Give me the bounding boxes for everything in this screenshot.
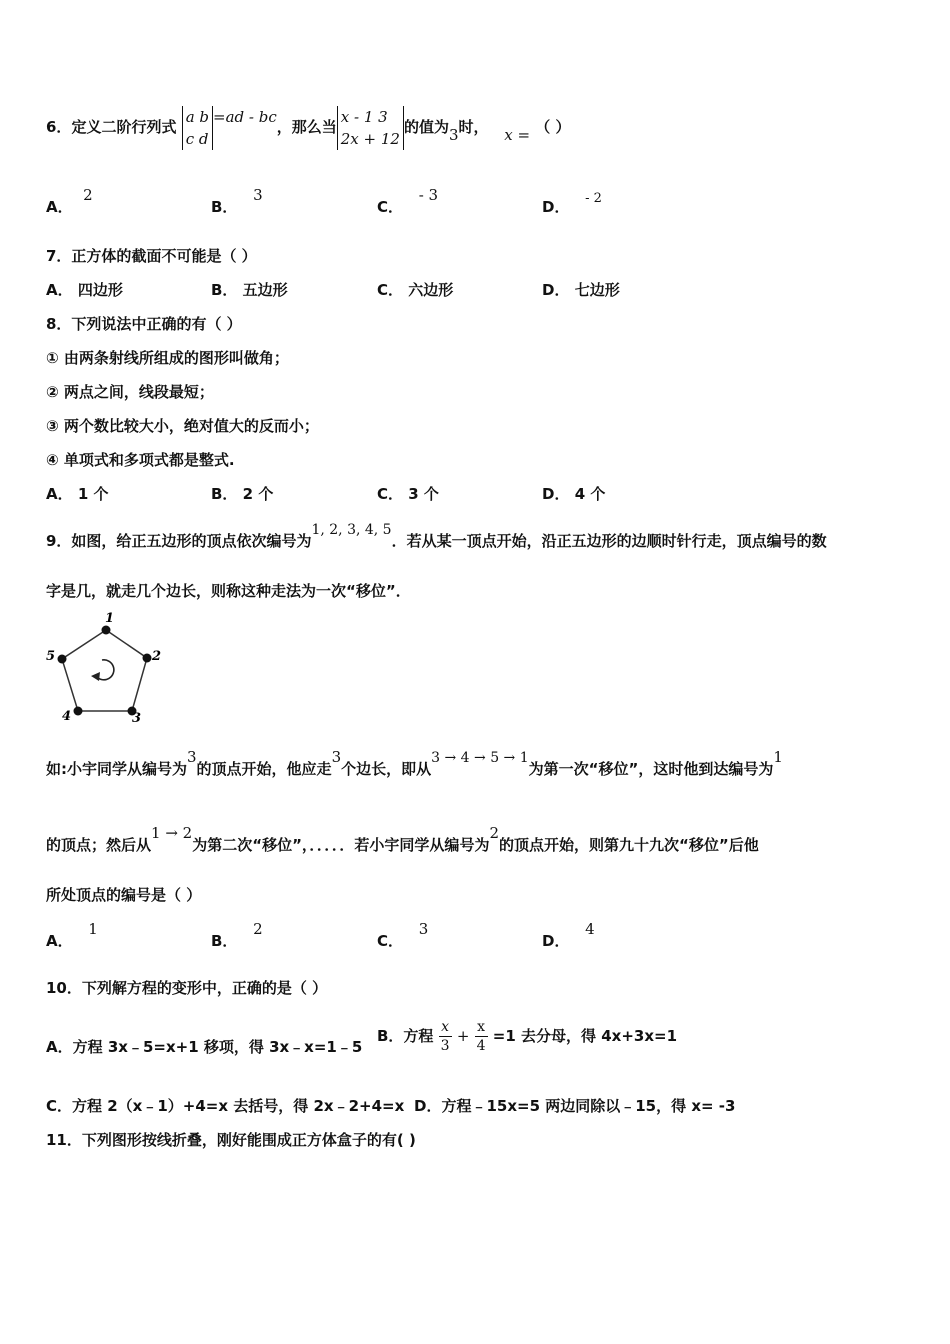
- det2-row2: 2x + 12: [340, 129, 400, 148]
- option-value: 4 个: [574, 485, 606, 503]
- option-value: 4: [585, 920, 595, 938]
- q9-ex-c: 个边长，即从: [341, 760, 432, 778]
- q10-option-b[interactable]: [377, 1014, 677, 1058]
- option-label: C．: [377, 485, 404, 503]
- q9-stem-line1: [46, 522, 827, 552]
- option-label: B．: [211, 485, 238, 503]
- q9-line5: 所处顶点的编号是（ ）: [46, 886, 202, 904]
- vertex-4-label: 4: [62, 709, 72, 724]
- determinant-1: [182, 106, 213, 150]
- option-value: 3: [418, 920, 429, 938]
- q9-ex-d: 为第一次“移位”，这时他到达编号为: [528, 760, 774, 778]
- option-value: 七边形: [574, 281, 620, 299]
- q6-mid2: 的值为: [403, 118, 449, 136]
- q8-stem: 8．下列说法中正确的有（ ）: [46, 315, 242, 333]
- frac2-denominator: 4: [476, 1038, 486, 1054]
- q9-ex-1: 1: [773, 748, 783, 766]
- option-value: 四边形: [77, 281, 123, 299]
- q9-part1: 9．如图，给正五边形的顶点依次编号为: [46, 532, 312, 550]
- q9-option-d[interactable]: [542, 920, 595, 951]
- vertex-5-label: 5: [46, 649, 56, 664]
- det2-row1: x - 1 3: [340, 107, 388, 126]
- option-value: 3: [253, 186, 263, 204]
- option-value: 2: [253, 920, 263, 938]
- q6-number: 6．: [46, 118, 72, 136]
- option-value: 2 个: [242, 485, 274, 503]
- q6-mid3: 时，: [458, 118, 489, 136]
- pentagon-outline: [62, 630, 147, 711]
- pentagon-figure: [44, 608, 174, 726]
- q9-line4-path: 1 → 2: [151, 824, 193, 842]
- q9-vertex-numbers: 1, 2, 3, 4, 5: [311, 522, 392, 538]
- q9-option-a[interactable]: [46, 920, 98, 951]
- vertex-1-dot: [102, 626, 111, 635]
- q6-stem: [46, 102, 570, 152]
- det1-row2: c d: [185, 129, 209, 148]
- q6-option-b[interactable]: [211, 186, 263, 217]
- vertex-4-dot: [74, 707, 83, 716]
- option-label: B．: [211, 281, 238, 299]
- q9-ex-3: 3: [187, 748, 197, 766]
- q9-ex-3b: 3: [331, 748, 342, 766]
- q10-option-a[interactable]: A．方程 3x﹣5=x+1 移项，得 3x﹣x=1﹣5: [46, 1038, 363, 1056]
- q9-line4-a: 的顶点；然后从: [46, 836, 152, 854]
- q7-option-a[interactable]: [46, 279, 123, 300]
- q6-option-c[interactable]: [377, 186, 439, 217]
- option-value: - 2: [585, 191, 602, 206]
- option-label: B．: [211, 932, 238, 950]
- q8-option-d[interactable]: [542, 483, 605, 504]
- option-label: A．: [46, 198, 73, 216]
- option-value: - 3: [418, 186, 439, 204]
- q8-option-a[interactable]: [46, 483, 109, 504]
- q7-option-b[interactable]: [211, 279, 288, 300]
- option-value: 五边形: [242, 281, 288, 299]
- frac1-denominator: 3: [440, 1038, 450, 1054]
- det1-equation: =ad - bc: [213, 108, 277, 126]
- q9-option-c[interactable]: [377, 920, 429, 951]
- det1-row1: a b: [185, 107, 210, 126]
- q8-option-b[interactable]: [211, 483, 273, 504]
- q9-ex-path: 3 → 4 → 5 → 1: [431, 750, 529, 766]
- vertex-5-dot: [58, 655, 67, 664]
- option-label: B．: [211, 198, 238, 216]
- option-value: 六边形: [408, 281, 454, 299]
- q6-option-a[interactable]: [46, 186, 93, 217]
- option-value: 1: [88, 920, 98, 938]
- option-value: 3 个: [408, 485, 439, 503]
- q7-stem: 7．正方体的截面不可能是（ ）: [46, 247, 257, 265]
- frac2-numerator: x: [475, 1018, 488, 1037]
- q9-example-line: [46, 748, 783, 780]
- q8-option-c[interactable]: [377, 483, 439, 504]
- option-label: A．: [46, 932, 73, 950]
- option-label: C．: [377, 281, 404, 299]
- q6-lead: 定义二阶行列式: [71, 118, 177, 136]
- q8-statement-1: ① 由两条射线所组成的图形叫做角；: [46, 349, 289, 367]
- q10-stem: 10．下列解方程的变形中，正确的是（ ）: [46, 979, 328, 997]
- option-label: D．: [542, 485, 570, 503]
- q6-mid: ，那么当: [276, 118, 337, 136]
- option-label: A．: [46, 485, 73, 503]
- q6-x-equals: x =: [504, 126, 531, 144]
- option-value: 1 个: [77, 485, 109, 503]
- q9-line4-2: 2: [489, 824, 499, 842]
- option-label: C．: [377, 932, 404, 950]
- frac1-numerator: x: [439, 1018, 452, 1037]
- option-label: C．: [377, 198, 404, 216]
- option-label: A．: [46, 281, 73, 299]
- q9-part2: ．若从某一顶点开始，沿正五边形的边顺时针行走，顶点编号的数: [391, 532, 827, 550]
- q6-end: （ ）: [535, 118, 571, 136]
- q10-optb-post: =1 去分母，得 4x+3x=1: [492, 1027, 678, 1045]
- fraction-x-over-4: [475, 1018, 488, 1055]
- plus-sign: +: [456, 1027, 470, 1045]
- q9-line4-c: 的顶点开始，则第九十九次“移位”后他: [499, 836, 759, 854]
- option-label: D．: [542, 932, 570, 950]
- q10-optb-pre: B．方程: [377, 1027, 434, 1045]
- determinant-2: [337, 106, 404, 150]
- option-value: 2: [83, 186, 93, 204]
- q7-option-d[interactable]: [542, 279, 620, 300]
- clockwise-arrowhead-icon: [91, 672, 100, 681]
- q6-option-d[interactable]: [542, 191, 602, 217]
- q9-ex-a: 如:小宇同学从编号为: [46, 760, 187, 778]
- vertex-1-label: 1: [105, 611, 115, 626]
- q7-option-c[interactable]: [377, 279, 453, 300]
- q9-line4-b: 为第二次“移位”，．．．．．若小宇同学从编号为: [192, 836, 490, 854]
- q10-option-c[interactable]: C．方程 2（x﹣1）+4=x 去括号，得 2x﹣2+4=x: [46, 1097, 405, 1115]
- vertex-2-dot: [143, 654, 152, 663]
- q9-option-b[interactable]: [211, 920, 263, 951]
- vertex-2-label: 2: [152, 649, 162, 664]
- vertex-3-label: 3: [132, 711, 142, 726]
- q8-statement-4: ④ 单项式和多项式都是整式.: [46, 451, 235, 469]
- q9-ex-b: 的顶点开始，他应走: [196, 760, 332, 778]
- q9-stem-line2: 字是几，就走几个边长，则称这种走法为一次“移位”．: [46, 582, 411, 600]
- q8-statement-3: ③ 两个数比较大小，绝对值大的反而小；: [46, 417, 319, 435]
- q9-line4: [46, 824, 759, 856]
- fraction-x-over-3: [439, 1018, 452, 1055]
- q10-option-d[interactable]: D．方程﹣15x=5 两边同除以﹣15，得 x= -3: [414, 1097, 736, 1115]
- option-label: D．: [542, 198, 570, 216]
- q8-statement-2: ② 两点之间，线段最短；: [46, 383, 214, 401]
- q11-stem: 11．下列图形按线折叠，刚好能围成正方体盒子的有( ): [46, 1131, 416, 1149]
- q6-value: 3: [448, 126, 459, 144]
- option-label: D．: [542, 281, 570, 299]
